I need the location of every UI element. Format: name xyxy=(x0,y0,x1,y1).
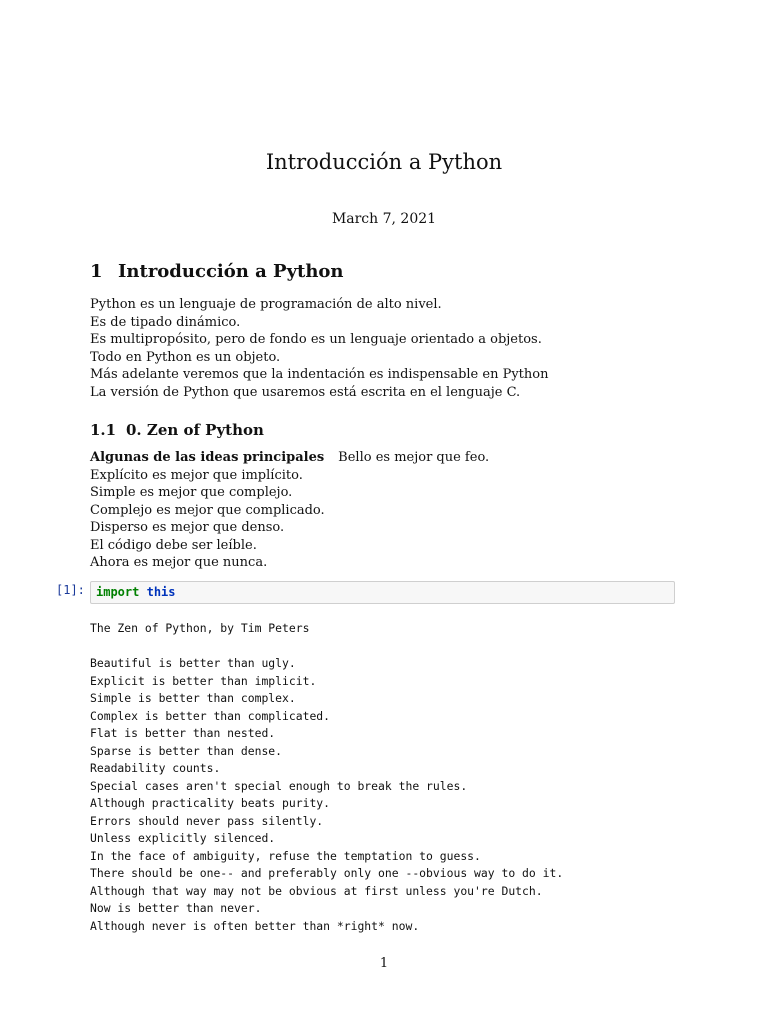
document-title: Introducción a Python xyxy=(265,150,503,174)
code-module: this xyxy=(146,585,176,599)
document-date: March 7, 2021 xyxy=(331,211,437,227)
paragraph-line: Simple es mejor que complejo. xyxy=(90,485,293,500)
output-line: Special cases aren't special enough to break the rules. xyxy=(90,778,468,793)
paragraph-line: Es de tipado dinámico. xyxy=(90,314,241,330)
subsection-title: 0. Zen of Python xyxy=(126,421,264,439)
paragraph-line: Ahora es mejor que nunca. xyxy=(90,555,268,570)
zen-spanish-paragraph xyxy=(90,449,489,572)
output-line: The Zen of Python, by Tim Peters xyxy=(90,621,310,635)
output-line: There should be one-- and preferably only one --obvious way to do it. xyxy=(90,866,564,880)
output-line: Although never is often better than *right* now. xyxy=(90,918,420,933)
output-line: Beautiful is better than ugly. xyxy=(90,656,296,670)
section-title: Introducción a Python xyxy=(118,261,344,282)
output-line xyxy=(90,638,563,656)
paragraph-line: Es multipropósito, pero de fondo es un lenguaje orientado a objetos. xyxy=(90,332,542,347)
paragraph-lead-text: Bello es mejor que feo. xyxy=(338,450,490,465)
paragraph-lead-bold: Algunas de las ideas principales xyxy=(90,450,325,465)
section-number: 1 xyxy=(90,261,103,282)
code-cell-output xyxy=(90,620,563,935)
paragraph-line: La versión de Python que usaremos está escrita en el lenguaje C. xyxy=(90,384,521,400)
output-line: Simple is better than complex. xyxy=(90,691,296,705)
output-line: In the face of ambiguity, refuse the temptation to guess. xyxy=(90,848,481,863)
output-line: Although that way may not be obvious at first unless you're Dutch. xyxy=(90,883,543,898)
code-keyword: import xyxy=(96,585,140,599)
intro-paragraph xyxy=(90,296,548,401)
output-line: Now is better than never. xyxy=(90,901,262,915)
paragraph-line: Disperso es mejor que denso. xyxy=(90,520,285,535)
output-line: Errors should never pass silently. xyxy=(90,813,324,828)
code-cell[interactable] xyxy=(90,581,675,604)
paragraph-line: Explícito es mejor que implícito. xyxy=(90,467,303,483)
paragraph-line: Complejo es mejor que complicado. xyxy=(90,502,325,518)
output-line: Sparse is better than dense. xyxy=(90,743,283,758)
code-cell-source xyxy=(96,585,176,599)
paragraph-line: Python es un lenguaje de programación de alto nivel. xyxy=(90,297,442,312)
paragraph-line: Todo en Python es un objeto. xyxy=(90,349,281,365)
paragraph-line: Más adelante veremos que la indentación es indispensable en Python xyxy=(90,367,549,382)
section-heading xyxy=(90,261,344,282)
subsection-heading xyxy=(90,421,264,439)
output-line: Flat is better than nested. xyxy=(90,726,276,740)
page-number: 1 xyxy=(379,956,389,971)
output-line: Readability counts. xyxy=(90,761,221,775)
subsection-number: 1.1 xyxy=(90,421,117,439)
paragraph-line: El código debe ser leíble. xyxy=(90,537,257,553)
output-line: Complex is better than complicated. xyxy=(90,708,331,723)
output-line: Although practicality beats purity. xyxy=(90,796,331,810)
code-cell-prompt: [1]: xyxy=(56,583,85,597)
paragraph-lead-line xyxy=(90,449,489,467)
output-line: Unless explicitly silenced. xyxy=(90,831,276,845)
output-line: Explicit is better than implicit. xyxy=(90,673,317,688)
